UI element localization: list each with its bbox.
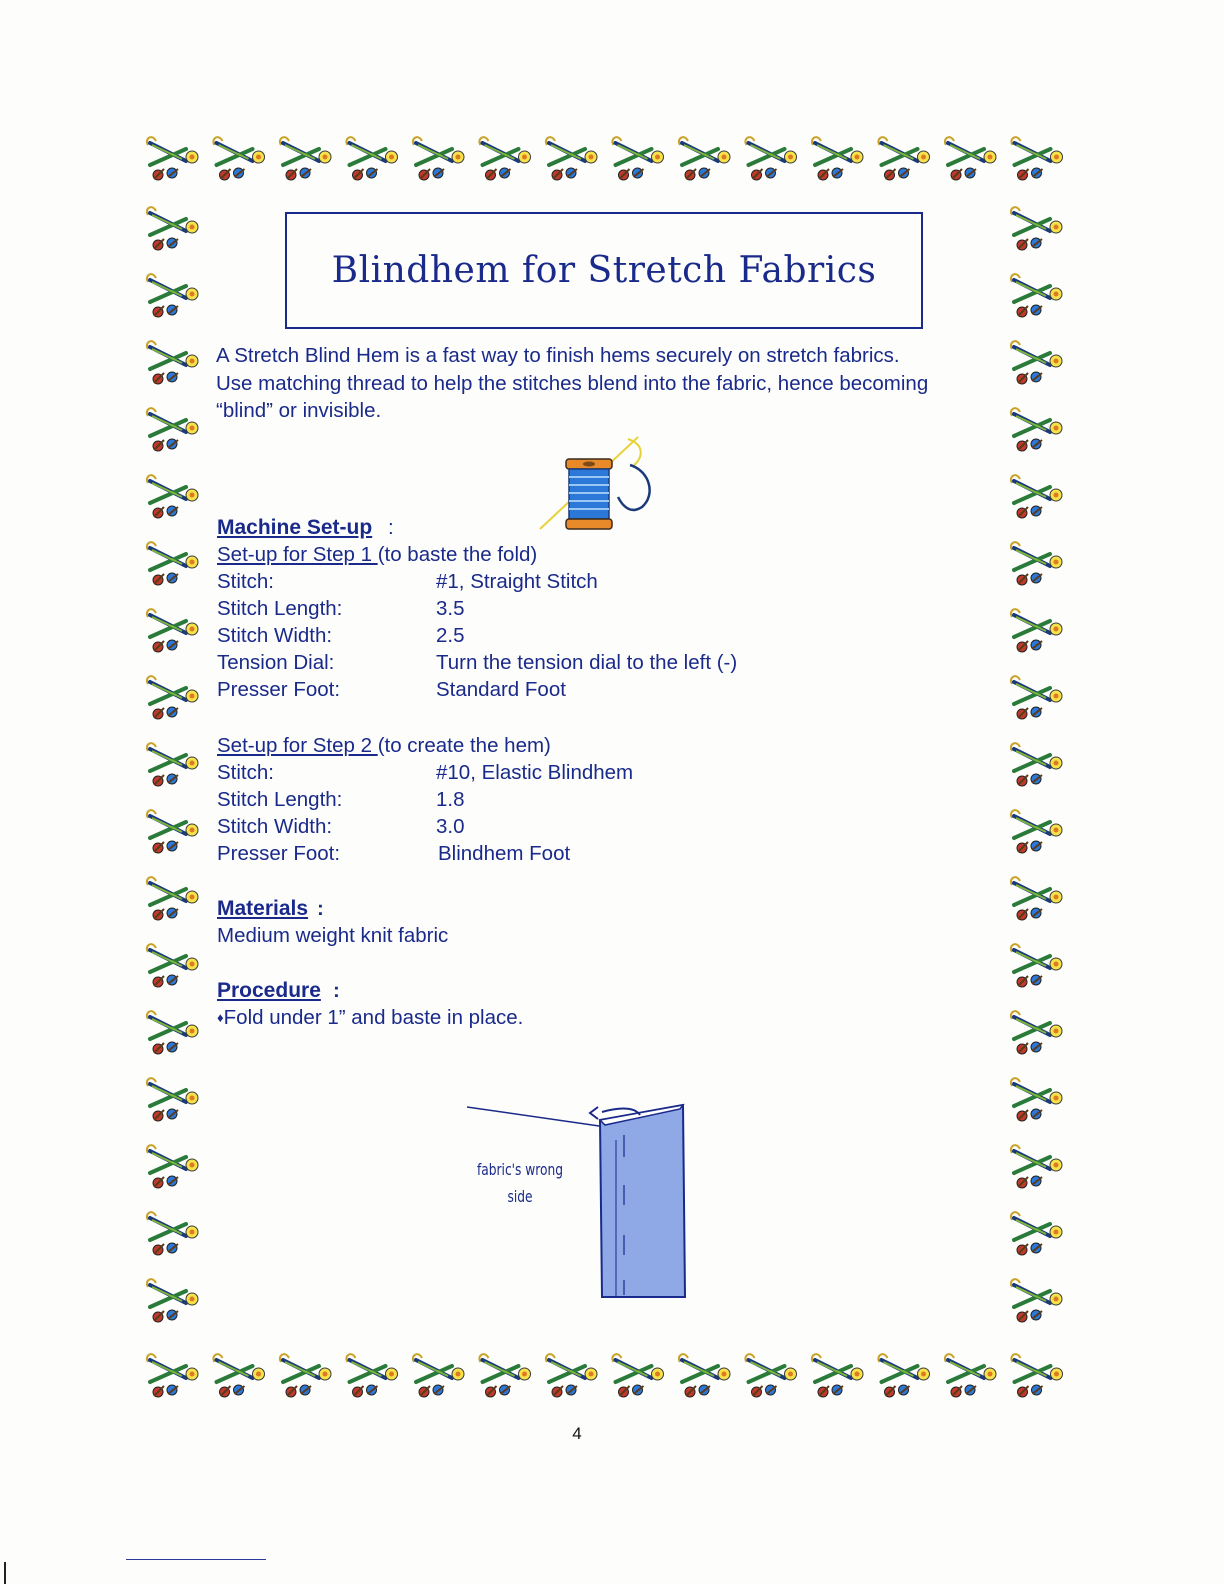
materials-heading: Materials [217, 897, 309, 920]
scissors-thread-icon [878, 137, 929, 180]
intro-paragraph: A Stretch Blind Hem is a fast way to finish hems securely on stretch fabrics. Use matching thread to help the stitches blend into the fabric, hence becoming “blind” or invisible. [216, 344, 929, 422]
scissors-thread-icon [1011, 944, 1062, 987]
machine-setup-heading: Machine Set-up [217, 516, 373, 539]
title-box [285, 212, 923, 329]
step1-row-stitch-width: Stitch Width: 2.5 [217, 624, 465, 647]
scissors-thread-icon [612, 137, 663, 180]
scissors-thread-icon [479, 137, 530, 180]
machine-setup-colon: : [388, 516, 394, 539]
scissors-thread-icon [546, 1354, 597, 1397]
step2-row-stitch-length: Stitch Length: 1.8 [217, 788, 465, 811]
materials-colon: : [317, 897, 324, 920]
scissors-thread-icon [945, 1354, 996, 1397]
materials-text: Medium weight knit fabric [217, 924, 449, 947]
scissors-thread-icon [1011, 810, 1062, 853]
scissors-thread-icon [1011, 1078, 1062, 1121]
scissors-thread-icon [147, 408, 198, 451]
scissors-thread-icon [280, 1354, 331, 1397]
scissors-thread-icon [147, 609, 198, 652]
scissors-thread-icon [1011, 609, 1062, 652]
scissors-thread-icon [1011, 207, 1062, 250]
bullet-icon: ♦ [217, 1010, 224, 1025]
scissors-thread-icon [679, 137, 730, 180]
scissors-thread-icon [1011, 475, 1062, 518]
procedure-heading: Procedure [217, 979, 321, 1002]
scissors-thread-icon [413, 137, 464, 180]
scissors-thread-icon [147, 1212, 198, 1255]
scissors-thread-icon [147, 1078, 198, 1121]
scissors-thread-icon [1011, 743, 1062, 786]
scissors-thread-icon [1011, 1354, 1062, 1397]
scissors-thread-icon [213, 1354, 264, 1397]
scissors-thread-icon [679, 1354, 730, 1397]
scissors-thread-icon [546, 137, 597, 180]
scissors-thread-icon [346, 137, 397, 180]
scissors-thread-icon [1011, 274, 1062, 317]
scissors-thread-icon [812, 1354, 863, 1397]
scissors-thread-icon [147, 944, 198, 987]
scissors-thread-icon [1011, 408, 1062, 451]
scissors-thread-icon [1011, 137, 1062, 180]
scissors-thread-icon [745, 137, 796, 180]
step2-row-presser-foot: Presser Foot: Blindhem Foot [217, 842, 571, 865]
scissors-thread-icon [1011, 1279, 1062, 1322]
scissors-thread-icon [346, 1354, 397, 1397]
scissors-thread-icon [213, 137, 264, 180]
scissors-thread-icon [147, 542, 198, 585]
step1-row-stitch: Stitch: #1, Straight Stitch [217, 570, 598, 593]
step2-row-stitch-width: Stitch Width: 3.0 [217, 815, 465, 838]
scissors-thread-icon [1011, 1212, 1062, 1255]
scissors-thread-icon [1011, 676, 1062, 719]
procedure-colon: : [333, 979, 340, 1002]
scissors-thread-icon [147, 207, 198, 250]
scissors-thread-icon [1011, 341, 1062, 384]
step1-row-presser-foot: Presser Foot: Standard Foot [217, 678, 566, 701]
border-right [1011, 207, 1062, 1322]
scissors-thread-icon [147, 676, 198, 719]
scissors-thread-icon [147, 743, 198, 786]
scissors-thread-icon [147, 1354, 198, 1397]
scissors-thread-icon [147, 1279, 198, 1322]
scissors-thread-icon [147, 274, 198, 317]
step1-heading: Set-up for Step 1 (to baste the fold) [217, 543, 538, 566]
page-title: Blindhem for Stretch Fabrics [331, 250, 877, 291]
step1-row-tension-dial: Tension Dial: Turn the tension dial to the left (-) [217, 651, 738, 674]
scissors-thread-icon [878, 1354, 929, 1397]
scissors-thread-icon [147, 1011, 198, 1054]
scissors-thread-icon [1011, 1011, 1062, 1054]
step2-heading: Set-up for Step 2 (to create the hem) [217, 734, 551, 757]
scissors-thread-icon [147, 810, 198, 853]
scissors-thread-icon [1011, 542, 1062, 585]
scissors-thread-icon [147, 475, 198, 518]
footnote-rule [126, 1559, 266, 1560]
scissors-thread-icon [1011, 1145, 1062, 1188]
scissors-thread-icon [945, 137, 996, 180]
scissors-thread-icon [479, 1354, 530, 1397]
page-number: 4 [572, 1424, 582, 1443]
scissors-thread-icon [1011, 877, 1062, 920]
border-left [147, 207, 198, 1322]
scissors-thread-icon [147, 137, 198, 180]
scissors-thread-icon [147, 877, 198, 920]
edge-mark [4, 1562, 6, 1584]
scissors-thread-icon [147, 1145, 198, 1188]
procedure-step: ♦Fold under 1” and baste in place. [217, 1006, 524, 1029]
step1-row-stitch-length: Stitch Length: 3.5 [217, 597, 465, 620]
scissors-thread-icon [745, 1354, 796, 1397]
border-bottom [147, 1354, 1063, 1397]
border-top [147, 137, 1063, 180]
step2-row-stitch: Stitch: #10, Elastic Blindhem [217, 761, 634, 784]
scissors-thread-icon [413, 1354, 464, 1397]
scissors-thread-icon [280, 137, 331, 180]
scissors-thread-icon [812, 137, 863, 180]
thread-spool-icon [538, 435, 663, 540]
diagram-label: fabric's wrong side [476, 1160, 564, 1206]
scissors-thread-icon [147, 341, 198, 384]
scissors-thread-icon [612, 1354, 663, 1397]
